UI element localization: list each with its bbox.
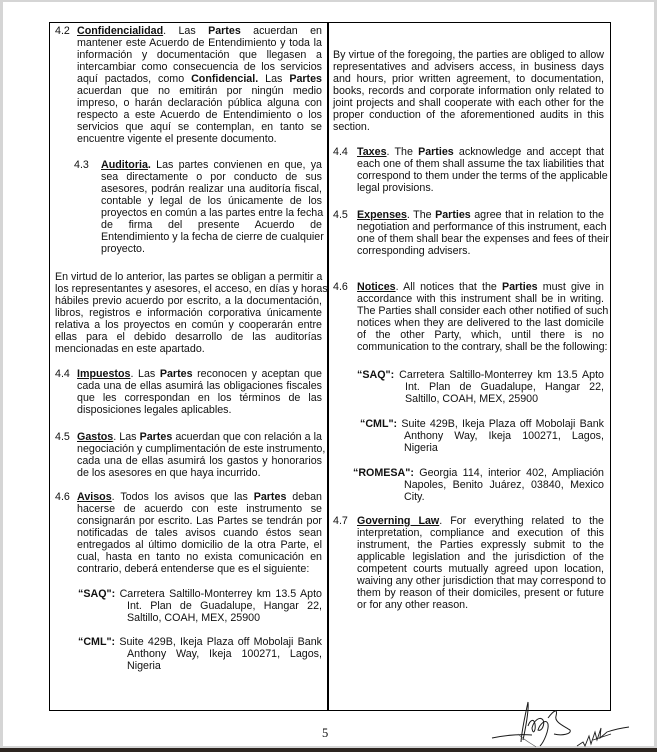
text-run: cual, hasta en tanto no exista comunicación en (77, 550, 322, 563)
text-run: los representantes y asesores, el acceso, en días y horas (55, 282, 328, 295)
text-run: of the other Party, which, until there is no (357, 328, 604, 341)
clause-heading: Avisos (77, 490, 112, 503)
text-line (77, 85, 322, 97)
text-line (101, 183, 322, 195)
text-run: applicable legislation and the jurisdiction of the (357, 550, 604, 563)
text-run: libros, registros e información corporativa únicamente (55, 306, 322, 319)
text-line (357, 182, 604, 194)
text-run: . The (406, 208, 436, 221)
text-run: acuerdan que no emitirán por ningún medio (77, 84, 322, 97)
text-line (333, 49, 604, 61)
clause-4-7-en (333, 514, 606, 611)
text-run: negotiation and performance of this instrument, each (357, 220, 607, 233)
page-number: 5 (322, 726, 329, 740)
text-line (404, 442, 604, 454)
text-run: reconocen y aceptan que (192, 367, 323, 380)
address-romesa-en (353, 466, 604, 503)
text-run: hacerse de acuerdo con este instrumento se (77, 502, 322, 515)
text-run: relativa a los proyectos en común y cooperarán entre (55, 318, 322, 331)
text-line (101, 243, 322, 255)
text-run: entregados al último domicilio de la otra Parte, el (77, 538, 322, 551)
text-line (77, 37, 322, 49)
text-run: Suite 429B, Ikeja Plaza off Mobolaji Bank (115, 635, 322, 648)
text-line (357, 587, 604, 599)
clause-4-2-es (55, 24, 322, 145)
text-run: must give in (537, 280, 604, 293)
text-run: consignarán por escrito. Las Partes se tendrán por (77, 514, 322, 527)
text-line (357, 158, 604, 170)
text-run: que les correspondan en los términos de las (77, 391, 322, 404)
text-run: Saltillo, COAH, MEX, 25900 (405, 392, 539, 405)
text-line (77, 539, 322, 551)
text-run: intercambiar como consecuencia de los servicios (77, 60, 322, 73)
text-line (77, 442, 326, 455)
text-run: . Las (163, 24, 209, 37)
text-line (333, 73, 604, 85)
clause-number: 4.2 (55, 24, 70, 37)
text-line (405, 393, 604, 405)
text-line (55, 295, 322, 307)
text-run: Nigeria (404, 441, 438, 454)
bold-term: Confidencial. (191, 72, 259, 85)
text-line (55, 343, 322, 355)
text-line (357, 599, 604, 611)
clause-heading: Gastos (77, 430, 114, 443)
text-line (77, 404, 322, 416)
address-saq-en (357, 368, 604, 405)
bold-term: “SAQ": (78, 587, 116, 600)
text-run: legal provisions. (357, 181, 434, 194)
text-line (357, 281, 604, 293)
clause-number: 4.5 (55, 430, 70, 443)
clause-heading: Governing Law (357, 514, 440, 527)
text-line (55, 271, 322, 283)
text-run: or for any other reason. (357, 598, 469, 611)
text-line (357, 575, 604, 587)
bold-term: “ROMESA": (353, 466, 414, 479)
text-line (77, 109, 322, 121)
text-line (127, 648, 322, 660)
text-run: acuerdan en (240, 24, 322, 37)
clause-4-4-en (333, 145, 608, 194)
text-line (101, 159, 322, 171)
text-run: respecto a este Acuerdo de Entendimiento o los (77, 108, 322, 121)
clause-4-4-es (55, 367, 323, 416)
text-line (77, 61, 322, 73)
text-run: section. (333, 120, 370, 133)
clause-4-5-es (55, 430, 326, 479)
text-run: . Las (130, 367, 160, 380)
text-line (357, 340, 608, 353)
text-line (78, 636, 322, 648)
text-line (357, 329, 604, 341)
text-run: disposiciones legales aplicables. (77, 403, 232, 416)
text-line (77, 49, 322, 61)
text-line (77, 431, 322, 443)
clause-number: 4.5 (333, 208, 348, 221)
clause-number: 4.6 (55, 490, 70, 503)
text-run: cada una de ellas asumirá las obligaciones fiscales (77, 379, 322, 392)
text-run: Las partes convienen en que, ya (150, 158, 322, 171)
text-run: . The (386, 145, 419, 158)
clause-heading: Auditoria (101, 158, 148, 171)
clause-number: 4.7 (333, 514, 348, 527)
text-line (357, 539, 604, 551)
text-run: aquí pactados, como (77, 72, 192, 85)
text-run: sea directamente o por conducto de sus (101, 170, 322, 183)
text-line (77, 97, 322, 109)
text-run: instrument, the Parties expressly submit to the (357, 538, 604, 551)
clause-heading: Confidencialidad (77, 24, 164, 37)
text-line (357, 209, 604, 221)
text-line (357, 245, 604, 257)
address-cml-es (78, 635, 322, 672)
text-line (101, 219, 322, 231)
text-run: proyectos en común a las partes entre la fecha (101, 206, 324, 219)
text-line (357, 563, 604, 575)
text-line (77, 467, 322, 479)
text-run: each one of them shall assume the tax liabilities that (357, 157, 605, 170)
text-line (77, 491, 322, 503)
text-line (333, 97, 604, 109)
bold-term: Partes (208, 24, 241, 37)
bold-term: Partes (289, 72, 322, 85)
text-line (77, 551, 322, 563)
text-run: Anthony Way, Ikeja 100271, Lagos, (404, 429, 604, 442)
clause-heading: Impuestos (77, 367, 131, 380)
text-run: Georgia 114, interior 402, Ampliación (413, 466, 604, 479)
text-run: de los asesores en que haya incurrido. (77, 466, 261, 479)
text-run: Suite 429B, Ikeja Plaza off Mobolaji Bank (397, 417, 604, 430)
text-line (55, 307, 322, 319)
text-run: Saltillo, COAH, MEX, 25900 (127, 611, 261, 624)
text-run: Napoles, Benito Juárez, 03840, Mexico (404, 478, 604, 491)
text-line (55, 331, 322, 343)
text-run: one of them shall bear the expenses and fees of their (357, 232, 609, 245)
text-run: . All notices that the (395, 280, 502, 293)
text-run: En virtud de lo anterior, las partes se obligan a permitir a (55, 270, 323, 283)
text-run: joint projects and shall cooperate with each other for the (333, 96, 604, 109)
text-line (77, 25, 322, 37)
text-line (127, 600, 322, 612)
text-run: agree that in relation to the (470, 208, 604, 221)
text-line (55, 319, 322, 331)
text-line (77, 121, 322, 133)
text-run: books, records and corporate information only related to (333, 84, 604, 97)
text-run: Carretera Saltillo-Monterrey km 13.5 Apto (394, 368, 604, 381)
bold-term: Parties (501, 280, 538, 293)
text-run: mantener este Acuerdo de Entendimiento y toda la (77, 36, 322, 49)
text-run: contable y legal de los únicamente de los (101, 194, 322, 207)
text-run: notificadas de tales avisos cuando éstos sean (77, 526, 322, 539)
text-run: Int. Plan de Guadalupe, Hangar 22, (405, 380, 604, 393)
text-line (357, 304, 609, 317)
signature-initials-icon (575, 722, 633, 748)
text-line (357, 169, 608, 182)
text-line (357, 527, 604, 539)
text-line (405, 381, 604, 393)
text-run: proper conduction of the aforementioned audits in this (333, 108, 604, 121)
address-saq-es (78, 587, 322, 624)
text-line (77, 380, 322, 392)
text-line (360, 418, 604, 430)
text-run: cada una de ellas asumirá los gastos y honorarios (77, 454, 322, 467)
text-run: acknowledge and accept that (453, 145, 604, 158)
text-run: asesores, podrán realizar una auditoría fiscal, (101, 182, 322, 195)
text-run: contrario, deberá entenderse que es el siguiente: (77, 562, 310, 575)
text-line (77, 392, 322, 404)
text-line (77, 527, 322, 539)
text-line (333, 109, 604, 121)
text-run: negociación y cumplimentación de este instrumento, (77, 442, 326, 455)
text-run: mencionadas en este apartado. (55, 342, 205, 355)
text-run: corresponding advisers. (357, 244, 471, 257)
bold-term: “CML": (78, 635, 116, 648)
bold-term: Partes (139, 430, 173, 443)
text-run: Las (258, 72, 290, 85)
text-run: By virtue of the foregoing, the parties are obliged to allow (333, 48, 604, 61)
text-run: waiving any other jurisdiction that may correspond to (357, 574, 606, 587)
text-line (77, 133, 322, 145)
clause-number: 4.3 (74, 158, 89, 171)
text-run: interpretation, compliance and execution of this (357, 526, 604, 539)
text-run: and hours, prior written agreement, to documentation, (333, 72, 604, 85)
text-line (78, 588, 322, 600)
text-run: The Parties shall consider each other notified of such (357, 304, 609, 317)
signature-primary-icon (488, 698, 580, 748)
clause-heading: Taxes (357, 145, 387, 158)
column-divider (327, 22, 329, 711)
clause-4-6-en (333, 280, 609, 353)
text-line (357, 232, 609, 245)
text-line (357, 551, 604, 563)
clause-heading: Notices (357, 280, 396, 293)
text-line (77, 368, 322, 380)
text-line (333, 61, 604, 73)
clause-4-3-es (74, 158, 324, 255)
bold-term: “CML": (360, 417, 398, 430)
text-run: them by reason of their domiciles, present or future (357, 586, 604, 599)
text-line (77, 515, 322, 527)
address-cml-en (360, 417, 604, 454)
text-run: proyecto. (101, 242, 145, 255)
text-line (101, 171, 322, 183)
text-line (357, 146, 604, 158)
bold-term: Parties (418, 145, 454, 158)
clause-heading: Expenses (357, 208, 407, 221)
text-run: Anthony Way, Ikeja 100271, Lagos, (127, 647, 322, 660)
text-line (127, 612, 322, 624)
text-line (357, 369, 604, 381)
bold-term: Partes (253, 490, 287, 503)
clause-4-6-es (55, 490, 322, 575)
text-line (127, 660, 322, 672)
text-run: deban (286, 490, 322, 503)
audit-access-paragraph-en (333, 49, 604, 133)
text-line (357, 317, 604, 329)
text-line (353, 467, 604, 479)
text-run: City. (404, 490, 425, 503)
text-run: Entendimiento y la fecha de cierre de cualquier (101, 230, 324, 243)
text-line (77, 73, 322, 85)
text-line (101, 231, 322, 243)
text-run: notices when they are delivered to the last domicile (357, 316, 604, 329)
text-line (77, 455, 322, 467)
text-run: ellas para el debido desarrollo de las auditorías (55, 330, 322, 343)
text-run: representatives and advisers access, in business days (333, 60, 604, 73)
text-run: accordance with this instrument shall be in writing. (357, 292, 604, 305)
clause-number: 4.4 (55, 367, 70, 380)
text-run: . For everything related to the (439, 514, 604, 527)
text-line (357, 293, 604, 305)
text-run: . Todos los avisos que las (111, 490, 254, 503)
text-run: información y documentación que llegasen a (77, 48, 322, 61)
text-run: de firma del presente Acuerdo de (101, 218, 322, 231)
text-line (357, 220, 607, 233)
text-line (333, 121, 604, 133)
text-run: Nigeria (127, 659, 161, 672)
clause-number: 4.4 (333, 145, 348, 158)
text-line (55, 282, 328, 295)
bold-term: Partes (159, 367, 193, 380)
text-line (333, 85, 604, 97)
bold-term: Parties (435, 208, 471, 221)
text-run: servicios que aquí se contemplan, en tanto se (77, 120, 322, 133)
bold-term: . (147, 158, 151, 171)
clause-4-5-en (333, 208, 609, 257)
text-line (77, 563, 322, 575)
text-run: communication to the contrary, shall be the following: (357, 340, 608, 353)
text-line (77, 503, 322, 515)
text-line (404, 491, 604, 503)
clause-number: 4.6 (333, 280, 348, 293)
audit-access-paragraph-es (55, 270, 328, 355)
text-run: encuentre vigente el presente documento. (77, 132, 277, 145)
text-line (357, 515, 604, 527)
text-line (404, 479, 604, 491)
text-run: impreso, o harán declaración pública alguna con (77, 96, 322, 109)
bold-term: “SAQ": (357, 368, 395, 381)
text-run: Int. Plan de Guadalupe, Hangar 22, (127, 599, 322, 612)
text-run: correspond to them under the terms of the applicable (357, 169, 608, 182)
text-line (101, 195, 322, 207)
text-run: . Las (113, 430, 140, 443)
text-line (101, 207, 322, 219)
text-run: acuerdan que con relación a la (172, 430, 322, 443)
text-line (404, 430, 604, 442)
window-bottom-edge (0, 748, 657, 752)
text-run: Carretera Saltillo-Monterrey km 13.5 Apto (115, 587, 322, 600)
text-run: hábiles previo acuerdo por escrito, a la documentación, (55, 294, 322, 307)
text-run: competent courts mutually agreed upon location, (357, 562, 604, 575)
